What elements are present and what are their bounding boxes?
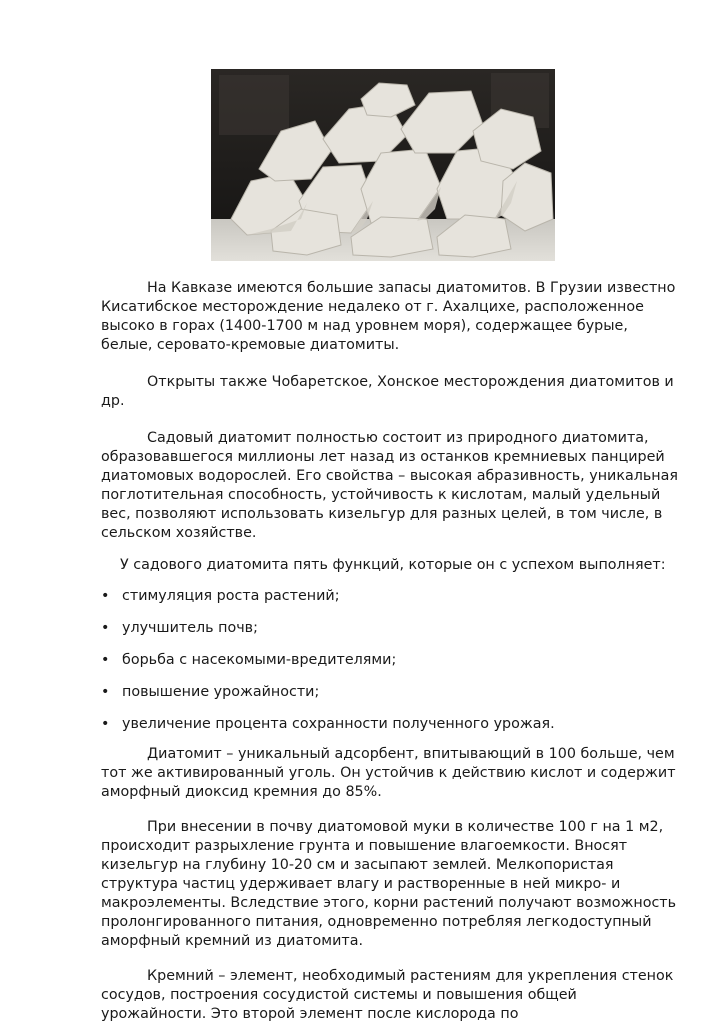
bullet-icon: • (101, 588, 110, 604)
list-item: • улучшитель почв; (101, 620, 258, 636)
paragraph-adsorbent: Диатомит – уникальный адсорбент, впитывающий в 100 больше, чем тот же активированный уголь. Он устойчив к действию кислот и содержит аморфный диоксид кремния до 85%. (101, 746, 676, 800)
bullet-icon: • (101, 652, 110, 668)
paragraph-deposits: Открыты также Чобаретское, Хонское месторождения диатомитов и др. (101, 374, 674, 409)
paragraph-garden-diatomite: Садовый диатомит полностью состоит из природного диатомита, образовавшегося миллионы лет назад из останков кремниевых панцирей диатомовых водорослей. Его свойства – высокая абразивность, уникальная поглотительная способность, устойчивость к кислотам, малый удельный вес, позволяют использовать кизельгур для разных целей, в том числе, в сельском хозяйстве. (101, 430, 679, 541)
bullet-icon: • (101, 620, 110, 636)
bullet-icon: • (101, 716, 110, 732)
functions-intro: У садового диатомита пять функций, которые он с успехом выполняет: (120, 557, 666, 573)
paragraph-silicon: Кремний – элемент, необходимый растениям для укрепления стенок сосудов, построения сосудистой системы и повышения общей урожайности. Это второй элемент после кислорода по (101, 968, 674, 1022)
list-item: • увеличение процента сохранности полученного урожая. (101, 716, 555, 732)
list-item: • стимуляция роста растений; (101, 588, 340, 604)
diatomite-rocks-illustration (211, 69, 555, 261)
list-item: • борьба с насекомыми-вредителями; (101, 652, 397, 668)
article-body (101, 279, 681, 1024)
paragraph-soil-application: При внесении в почву диатомовой муки в количестве 100 г на 1 м2, происходит разрыхление грунта и повышение влагоемкости. Вносят кизельгур на глубину 10-20 см и засыпают землей. Мелкопористая структура частиц удерживает влагу и растворенные в ней микро- и макроэлементы. Вследствие этого, корни растений получают возможность пролонгированного питания, одновременно потребляя легкодоступный аморфный кремний из диатомита. (101, 819, 677, 949)
diatomite-photo (211, 69, 555, 261)
bullet-icon: • (101, 684, 110, 700)
list-item: • повышение урожайности; (101, 684, 320, 700)
paragraph-caucasus: На Кавказе имеются большие запасы диатомитов. В Грузии известно Кисатибское месторождение недалеко от г. Ахалцихе, расположенное высоко в горах (1400-1700 м над уровнем моря), содержащее бурые, белые, серовато-кремовые диатомиты. (101, 280, 676, 353)
functions-list (101, 587, 681, 734)
